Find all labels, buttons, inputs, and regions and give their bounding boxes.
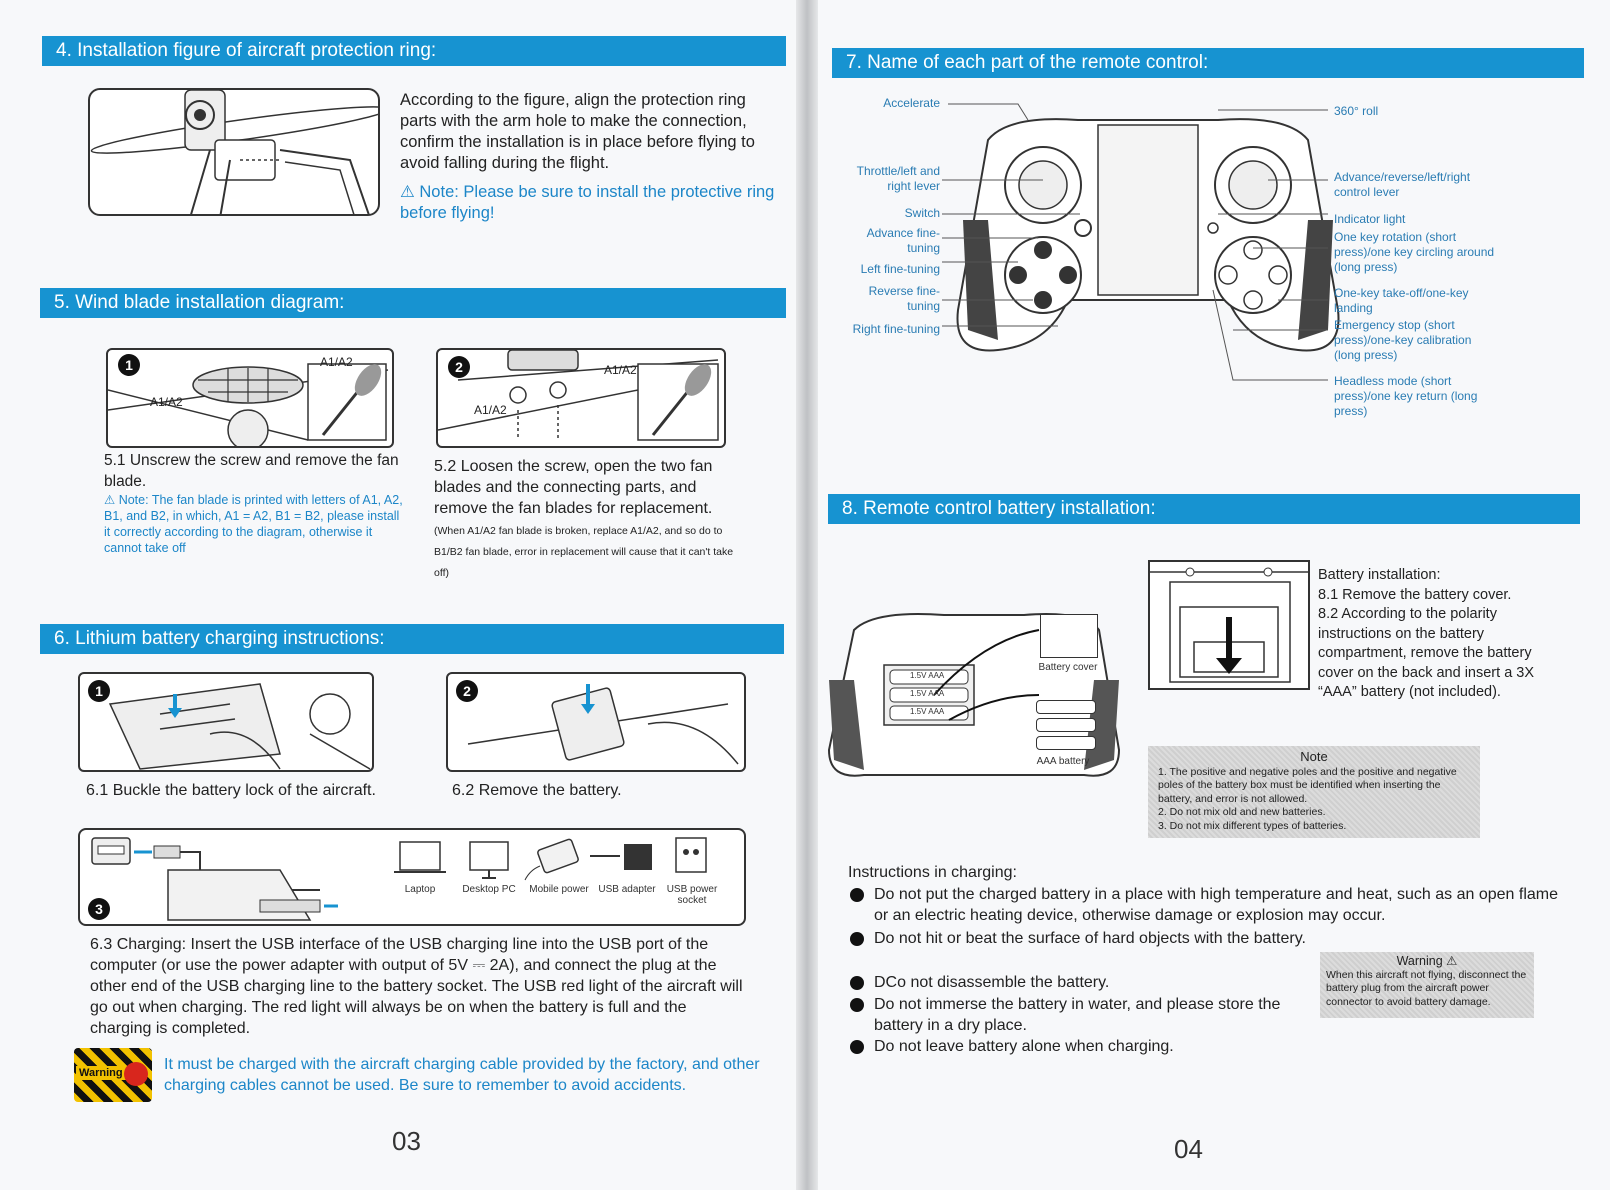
label-indicator-light: Indicator light [1334,212,1406,226]
charging-rule-2: Do not hit or beat the surface of hard objects with the battery. [874,930,1306,947]
cell-label-1: 1.5V AAA [910,671,945,680]
aaa-cell-icon [1036,700,1096,714]
charging-instructions-title: Instructions in charging: [848,864,1017,881]
protection-ring-figure [88,88,380,216]
blade-label-a1a2-right: A1/A2 [604,363,637,377]
blade-caption-1: 5.1 Unscrew the screw and remove the fan blade. [104,452,399,490]
blade-label-a1a2-left: A1/A2 [150,395,183,409]
section-7-title: 7. Name of each part of the remote control: [832,48,1584,78]
left-page [0,0,796,1190]
note-item-3: 3. Do not mix different types of batteries. [1158,819,1347,832]
battery-compartment-illustration [1150,562,1308,688]
device-label-desktop: Desktop PC [462,884,516,895]
label-headless-mode: Headless mode (short press)/one key return (long press) [1334,374,1478,418]
label-left-trim: Left fine-tuning [860,262,940,276]
note-item-1: 1. The positive and negative poles and the positive and negative poles of the battery box must be identified when inserting the battery, and error is not allowed. [1158,765,1457,805]
warning-triangle-icon: ⚠ [1446,954,1458,968]
label-control-lever: Advance/reverse/left/right control lever [1334,170,1471,199]
bullet-icon [850,1040,864,1054]
battery-note-box [1148,746,1480,838]
section-5-title: 5. Wind blade installation diagram: [40,288,786,318]
device-label-usb-socket: USB power socket [666,884,718,906]
battery-cover-label: Battery cover [1038,662,1098,673]
bullet-icon [850,998,864,1012]
cell-label-2: 1.5V AAA [910,689,945,698]
alarm-light-icon [124,1062,148,1086]
battery-step1-figure [78,672,374,772]
bullet-icon [850,976,864,990]
blade-replace-illustration [438,350,726,448]
battery-cover-removal-figure [1148,560,1310,690]
label-360-roll: 360° roll [1334,104,1379,118]
label-reverse-trim: Reverse fine-tuning [868,284,940,313]
device-label-laptop: Laptop [404,884,436,895]
note-title: Note [1300,749,1328,764]
battery-caption-1: 6.1 Buckle the battery lock of the aircraft. [86,782,376,799]
label-throttle: Throttle/left and right lever [856,164,940,193]
battery-install-step1: 8.1 Remove the battery cover. [1318,586,1512,603]
section-4-note: ⚠ Note: Please be sure to install the protective ring before flying! [400,183,775,222]
label-key-rotation: One key rotation (short press)/one key circling around (long press) [1334,230,1495,274]
step-2-badge: 2 [448,356,470,378]
page-number-left: 03 [392,1126,421,1156]
warning-triangle-icon: ⚠ [104,493,116,507]
charging-rule-1: Do not put the charged battery in a place with high temperature and heat, such as an open flame or an electric heating device, otherwise damage or explosion may occur. [874,886,1558,924]
blade-label-a1a2-lower: A1/A2 [474,403,507,417]
bullet-icon [850,888,864,902]
aaa-cell-icon [1036,736,1096,750]
drone-arm-illustration [90,90,380,216]
right-page [818,0,1610,1190]
charging-cable-illustration [80,830,746,926]
blade-label-a1a2-top: A1/A2 [320,355,353,369]
battery-warning-box [1320,952,1534,1018]
label-advance-trim: Advance fine-tuning [866,226,940,255]
blade-step2-figure [436,348,726,448]
label-right-trim: Right fine-tuning [852,322,940,336]
section-4-title: 4. Installation figure of aircraft protection ring: [42,36,786,66]
charging-rule-5: Do not leave battery alone when charging. [874,1038,1174,1055]
aaa-cell-icon [1036,718,1096,732]
battery-install-text [1318,566,1558,703]
book-gutter [796,0,818,1190]
page-number-right: 04 [1174,1134,1203,1164]
section-4-text: According to the figure, align the protection ring parts with the arm hole to make the connection, confirm the installation is in place before flying to avoid falling during the flight. [400,91,755,172]
device-label-usb-adapter: USB adapter [598,884,656,895]
blade-note: ⚠ Note: The fan blade is printed with letters of A1, A2, B1, and B2, in which, A1 = A2, B1 = B2, please install it correctly according to the diagram, otherwise it cannot take off [104,493,403,555]
label-switch: Switch [904,206,940,220]
warning-text: When this aircraft not flying, disconnect the battery plug from the aircraft power connector to avoid battery damage. [1326,968,1527,1008]
warning-title: Warning ⚠ [1396,954,1458,968]
device-label-mobile-power: Mobile power [529,884,589,895]
bullet-icon [850,932,864,946]
step-3-badge: 3 [88,898,110,920]
battery-caption-2: 6.2 Remove the battery. [452,782,622,799]
battery-cover-illustration [1040,614,1098,658]
section-8-title: 8. Remote control battery installation: [828,494,1580,524]
battery-lock-illustration [80,674,374,772]
battery-install-title: Battery installation: [1318,567,1441,583]
label-accelerate: Accelerate [883,96,940,110]
step-1-badge: 1 [88,680,110,702]
battery-install-step2: 8.2 According to the polarity instructions on the battery compartment, remove the battery cover on the back and insert a 3X “AAA” battery (not included). [1318,606,1535,700]
step-2-badge: 2 [456,680,478,702]
label-takeoff-landing: One-key take-off/one-key landing [1334,286,1469,315]
cell-label-3: 1.5V AAA [910,707,945,716]
blade-caption-2: 5.2 Loosen the screw, open the two fan blades and the connecting parts, and remove the fan blades for replacement. (When A1/A2 fan blade is broken, replace A1/A2, and so do to B1/B2 fan blade, error in replacement will cause that it can't take off) [434,458,734,579]
aaa-battery-label: AAA battery [1036,756,1090,767]
charging-instructions: 6.3 Charging: Insert the USB interface of the USB charging line into the USB port of the computer (or use the power adapter with output of 5V ⎓ 2A), and connect the plug at the other end of the USB charging line to the battery socket. The USB red light of the aircraft will go out when charging. The red light will always be on when the battery is full and the charging is completed. [90,936,743,1037]
warning-triangle-icon: ⚠ [400,183,415,201]
warning-badge-label: Warning [76,1066,126,1080]
label-emergency-stop: Emergency stop (short press)/one-key calibration (long press) [1334,318,1472,362]
battery-remove-illustration [448,674,746,772]
charging-rule-3: DCo not disassemble the battery. [874,974,1110,991]
charging-figure [78,828,746,926]
section-6-title: 6. Lithium battery charging instructions: [40,624,784,654]
note-item-2: 2. Do not mix old and new batteries. [1158,806,1326,818]
battery-step2-figure [446,672,746,772]
step-1-badge: 1 [118,354,140,376]
charging-rule-4: Do not immerse the battery in water, and please store the battery in a dry place. [874,996,1281,1034]
warning-sign-icon [74,1048,152,1102]
charging-warning-text: It must be charged with the aircraft charging cable provided by the factory, and other charging cables cannot be used. Be sure to remember to avoid accidents. [164,1056,760,1094]
